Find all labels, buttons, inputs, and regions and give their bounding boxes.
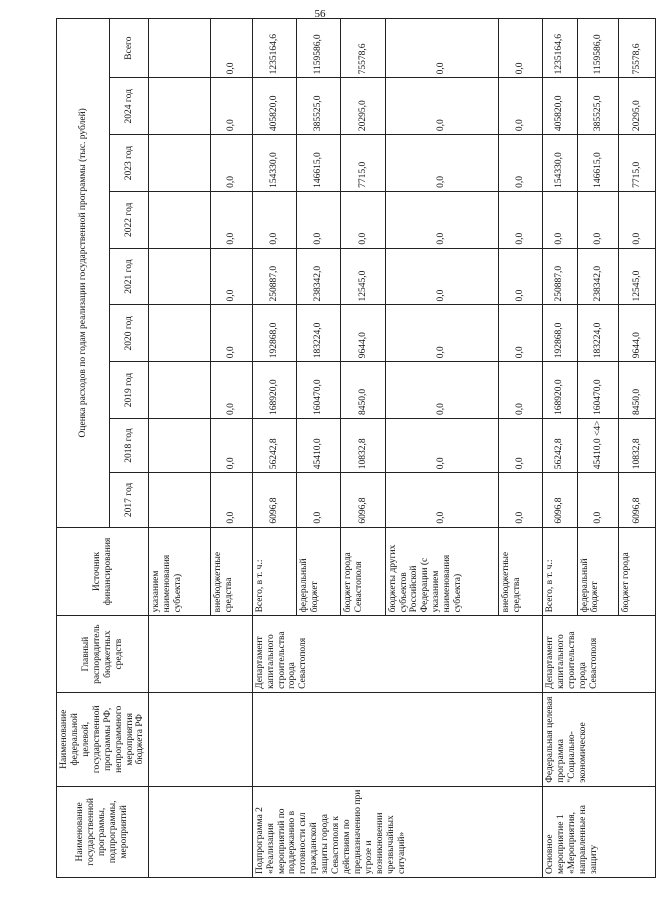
value-cell: 192868,0 <box>543 305 577 362</box>
source-cell: внебюджетные средства <box>498 527 542 616</box>
value-cell: 75578,6 <box>619 19 656 78</box>
value-cell: 0,0 <box>543 191 577 248</box>
value-cell: 385525,0 <box>297 78 341 135</box>
value-cell: 168920,0 <box>252 362 296 419</box>
source-cell: Всего, в т. ч.: <box>252 527 296 616</box>
value-cell <box>149 418 211 472</box>
value-cell: 20295,0 <box>341 78 385 135</box>
manager-cell: Департамент капитального строительства города Севастополя <box>543 616 656 693</box>
value-cell: 160470,0 <box>577 362 619 419</box>
header-year: 2018 год <box>110 418 149 472</box>
manager-cell <box>149 616 252 693</box>
value-cell: 183224,0 <box>577 305 619 362</box>
source-cell: бюджеты других субъектов Российской Федерации (с указанием наименования субъекта) <box>385 527 498 616</box>
value-cell: 0,0 <box>385 418 498 472</box>
value-cell: 0,0 <box>210 473 252 527</box>
source-cell: Всего, в т. ч.: <box>543 527 577 616</box>
header-year: 2021 год <box>110 248 149 305</box>
value-cell: 9644,0 <box>619 305 656 362</box>
header-year: 2022 год <box>110 191 149 248</box>
value-cell: 0,0 <box>210 19 252 78</box>
value-cell <box>149 305 211 362</box>
value-cell: 0,0 <box>210 191 252 248</box>
value-cell: 160470,0 <box>297 362 341 419</box>
page-number: 56 <box>314 8 326 20</box>
value-cell: 0,0 <box>210 248 252 305</box>
value-cell <box>149 19 211 78</box>
financing-table <box>56 18 656 878</box>
value-cell <box>149 473 211 527</box>
value-cell: 1159586,0 <box>577 19 619 78</box>
header-year: 2024 год <box>110 78 149 135</box>
value-cell: 0,0 <box>341 191 385 248</box>
value-cell: 192868,0 <box>252 305 296 362</box>
value-cell: 8450,0 <box>341 362 385 419</box>
value-cell: 405820,0 <box>252 78 296 135</box>
value-cell: 7715,0 <box>341 135 385 192</box>
value-cell <box>149 362 211 419</box>
value-cell: 0,0 <box>498 418 542 472</box>
value-cell <box>149 78 211 135</box>
value-cell: 0,0 <box>210 362 252 419</box>
value-cell: 56242,8 <box>543 418 577 472</box>
subprogram-name-cell: Подпрограмма 2 «Реализация мероприятий по поддержанию в готовности сил гражданской защиты города Севастополя к действиям по предназначению при угрозе и возникновении чрезвычайных ситуаций» <box>252 786 542 877</box>
value-cell: 0,0 <box>498 19 542 78</box>
value-cell: 0,0 <box>385 191 498 248</box>
value-cell: 0,0 <box>498 248 542 305</box>
header-year: 2020 год <box>110 305 149 362</box>
value-cell: 10832,8 <box>341 418 385 472</box>
value-cell: 0,0 <box>498 362 542 419</box>
value-cell: 45410,0 <box>297 418 341 472</box>
value-cell: 0,0 <box>210 78 252 135</box>
value-cell: 0,0 <box>385 473 498 527</box>
value-cell: 0,0 <box>385 362 498 419</box>
value-cell: 45410,0 <4> <box>577 418 619 472</box>
value-cell: 146615,0 <box>297 135 341 192</box>
manager-cell: Департамент капитального строительства города Севастополя <box>252 616 542 693</box>
value-cell: 6096,8 <box>619 473 656 527</box>
value-cell: 0,0 <box>498 78 542 135</box>
source-cell: федеральный бюджет <box>297 527 341 616</box>
value-cell: 0,0 <box>498 473 542 527</box>
value-cell: 9644,0 <box>341 305 385 362</box>
value-cell <box>149 191 211 248</box>
value-cell: 250887,0 <box>252 248 296 305</box>
federal-cell: Федеральная целевая программа "Социально-экономическое <box>543 692 656 786</box>
value-cell: 0,0 <box>297 191 341 248</box>
value-cell <box>149 135 211 192</box>
table-row <box>149 19 211 878</box>
value-cell: 12545,0 <box>619 248 656 305</box>
value-cell: 56242,8 <box>252 418 296 472</box>
source-cell: указанием наименования субъекта) <box>149 527 211 616</box>
value-cell: 0,0 <box>385 305 498 362</box>
table-row <box>252 19 296 878</box>
value-cell: 146615,0 <box>577 135 619 192</box>
header-name: Наименование государственной программы, подпрограммы, мероприятий <box>57 786 149 877</box>
value-cell: 0,0 <box>577 473 619 527</box>
activity-name-cell: Основное мероприятие 1 «Мероприятия, направленные на защиту <box>543 786 656 877</box>
name-cell <box>149 786 252 877</box>
value-cell: 154330,0 <box>543 135 577 192</box>
value-cell: 183224,0 <box>297 305 341 362</box>
value-cell: 1235164,6 <box>543 19 577 78</box>
value-cell: 250887,0 <box>543 248 577 305</box>
value-cell: 6096,8 <box>543 473 577 527</box>
value-cell: 0,0 <box>498 305 542 362</box>
value-cell: 238342,0 <box>297 248 341 305</box>
header-year: 2017 год <box>110 473 149 527</box>
value-cell: 0,0 <box>210 418 252 472</box>
value-cell: 238342,0 <box>577 248 619 305</box>
value-cell: 10832,8 <box>619 418 656 472</box>
value-cell: 0,0 <box>252 191 296 248</box>
header-source: Источник финансирования <box>57 527 149 616</box>
value-cell: 0,0 <box>498 135 542 192</box>
table-row <box>543 19 577 878</box>
value-cell: 0,0 <box>498 191 542 248</box>
value-cell: 154330,0 <box>252 135 296 192</box>
value-cell: 0,0 <box>210 135 252 192</box>
source-cell: бюджет города <box>619 527 656 616</box>
value-cell: 0,0 <box>297 473 341 527</box>
header-total: Всего <box>110 19 149 78</box>
value-cell: 12545,0 <box>341 248 385 305</box>
value-cell: 7715,0 <box>619 135 656 192</box>
value-cell: 168920,0 <box>543 362 577 419</box>
value-cell <box>149 248 211 305</box>
header-year: 2019 год <box>110 362 149 419</box>
source-cell: федеральный бюджет <box>577 527 619 616</box>
value-cell: 0,0 <box>385 135 498 192</box>
rotated-table-container <box>56 18 642 878</box>
federal-cell <box>149 692 252 786</box>
value-cell: 0,0 <box>385 248 498 305</box>
value-cell: 0,0 <box>619 191 656 248</box>
value-cell: 20295,0 <box>619 78 656 135</box>
value-cell: 0,0 <box>210 305 252 362</box>
federal-cell <box>252 692 542 786</box>
value-cell: 6096,8 <box>341 473 385 527</box>
header-year: 2023 год <box>110 135 149 192</box>
header-estimate: Оценка расходов по годам реализации государственной программы (тыс. рублей) <box>57 19 110 528</box>
source-cell: внебюджетные средства <box>210 527 252 616</box>
header-manager: Главный распорядитель бюджетных средств <box>57 616 149 693</box>
source-cell: бюджет города Севастополя <box>341 527 385 616</box>
value-cell: 6096,8 <box>252 473 296 527</box>
value-cell: 1235164,6 <box>252 19 296 78</box>
value-cell: 405820,0 <box>543 78 577 135</box>
value-cell: 0,0 <box>577 191 619 248</box>
value-cell: 0,0 <box>385 78 498 135</box>
value-cell: 75578,6 <box>341 19 385 78</box>
header-federal: Наименование федеральной целевой, государственной программы РФ, непрограммного мероприятия бюджета РФ <box>57 692 149 786</box>
value-cell: 0,0 <box>385 19 498 78</box>
value-cell: 1159586,0 <box>297 19 341 78</box>
value-cell: 8450,0 <box>619 362 656 419</box>
value-cell: 385525,0 <box>577 78 619 135</box>
